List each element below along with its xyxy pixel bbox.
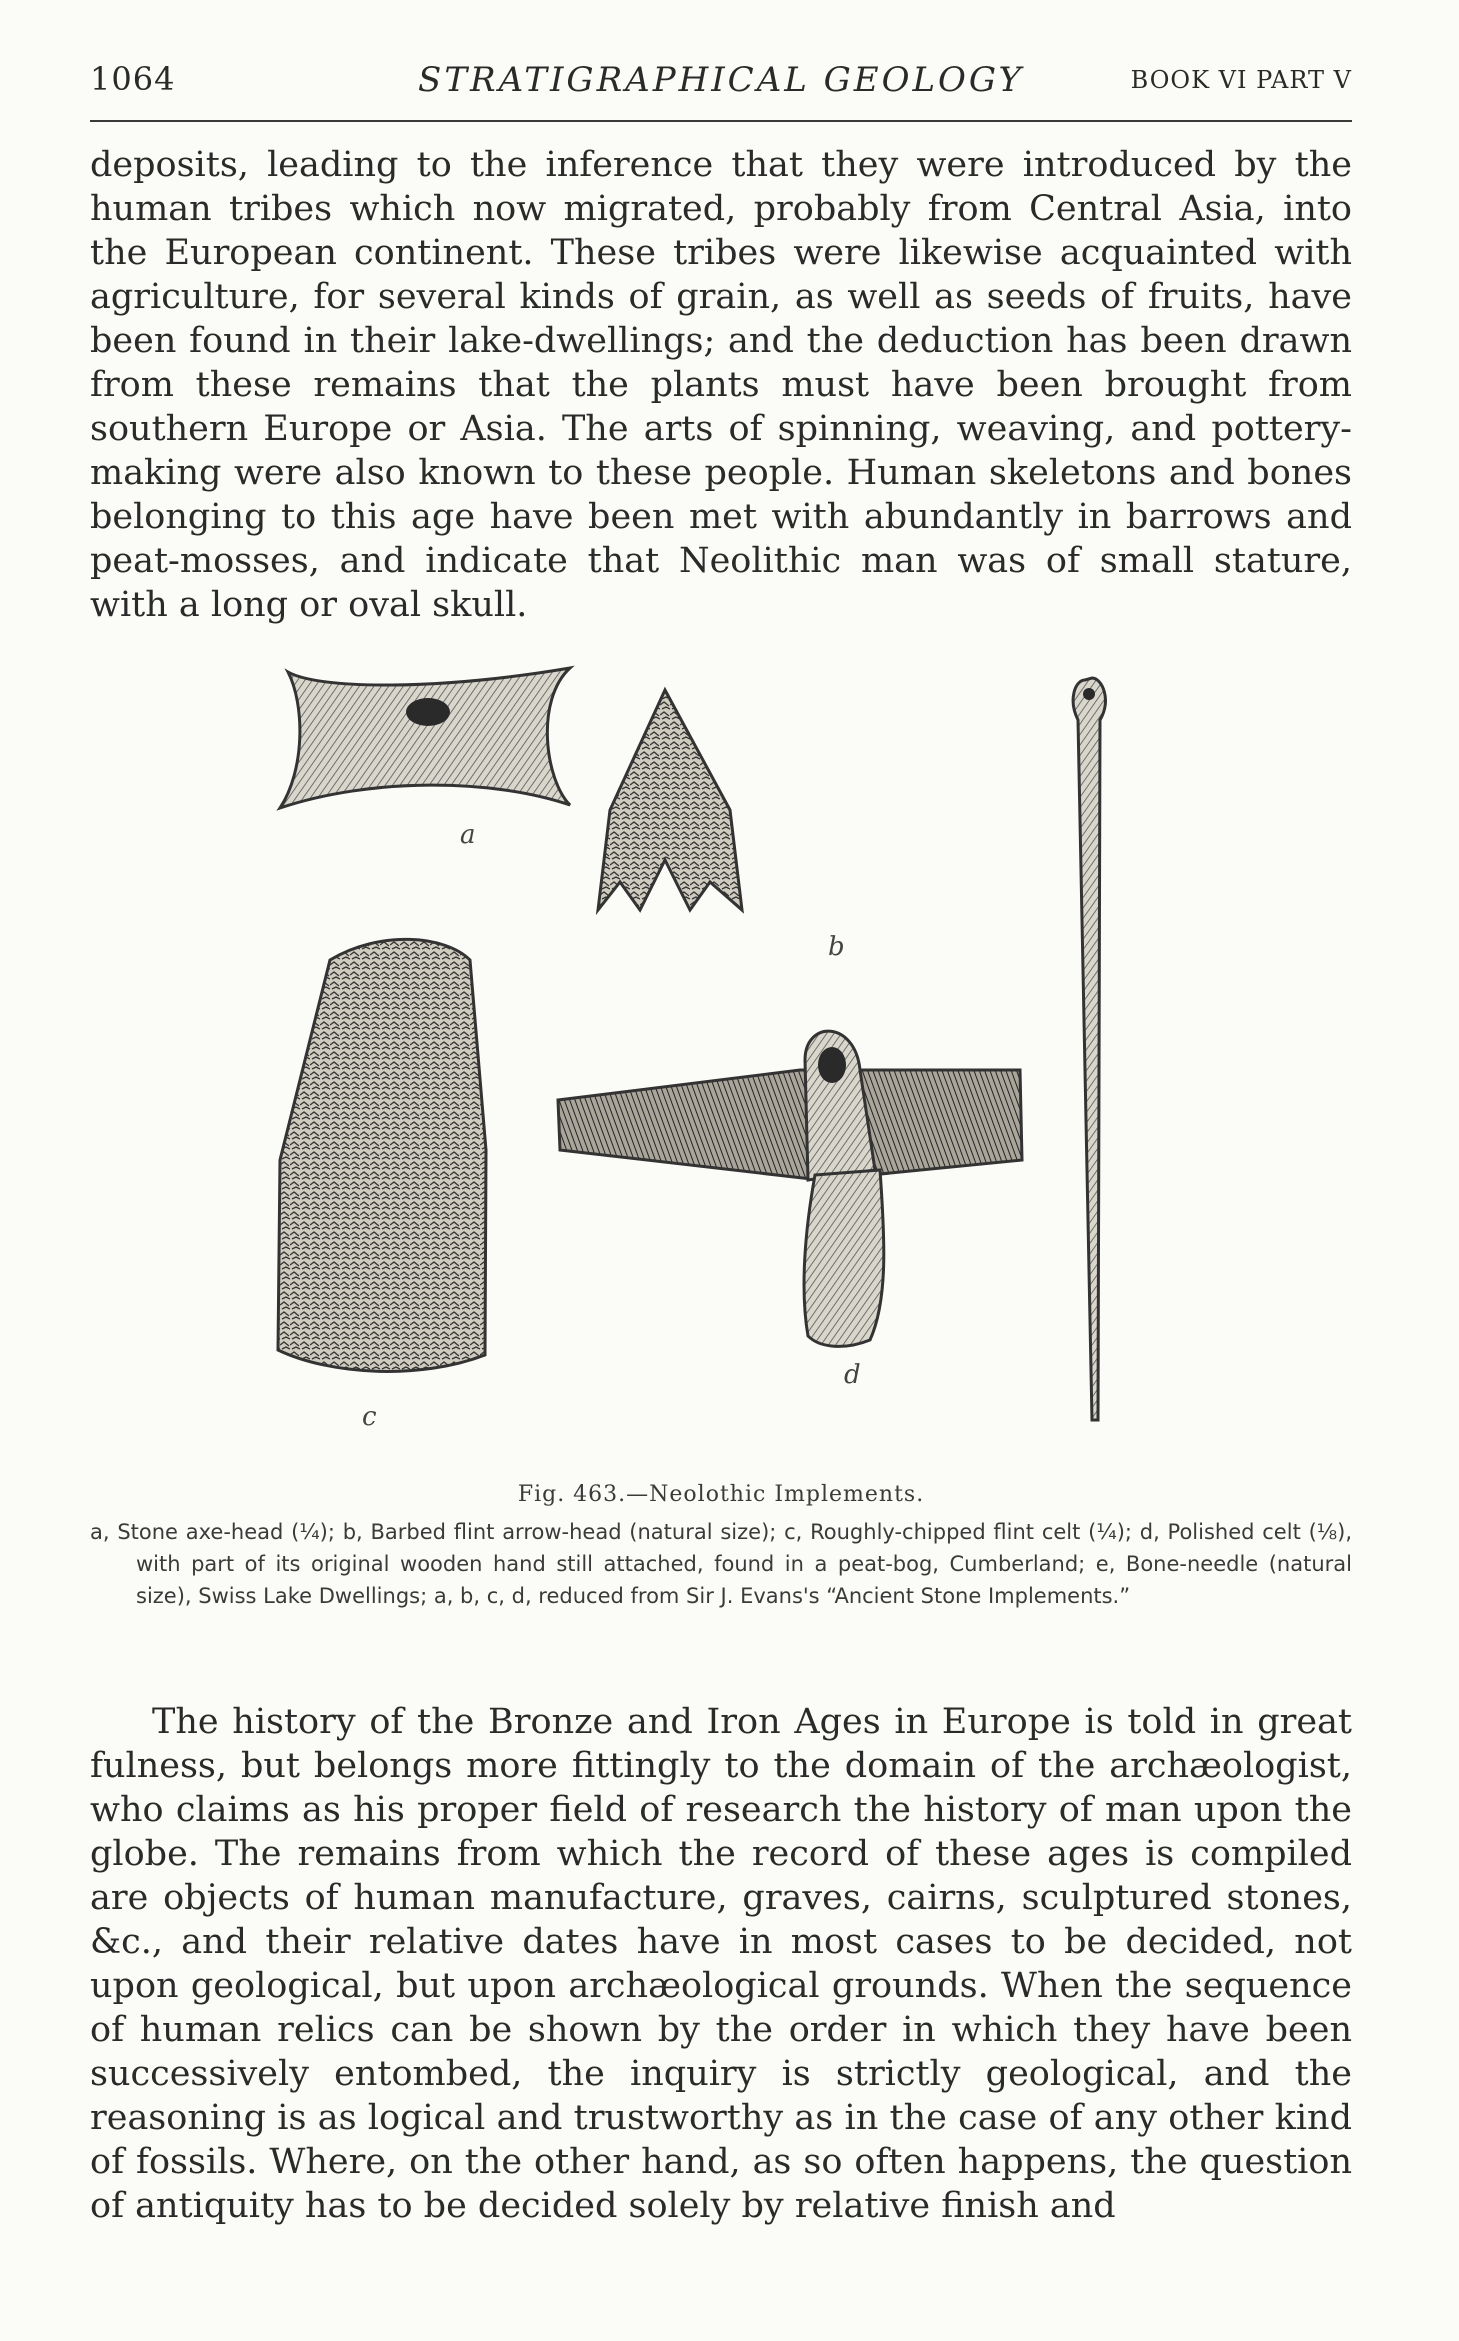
figure-neolithic-implements — [260, 660, 1200, 1460]
running-title: STRATIGRAPHICAL GEOLOGY — [418, 60, 1024, 100]
figure-caption-title: Fig. 463.—Neolothic Implements. — [517, 1482, 925, 1507]
bone-needle-illustration — [1073, 678, 1105, 1420]
header-rule — [90, 120, 1352, 122]
stone-axe-head-illustration — [280, 668, 570, 808]
paragraph-top: deposits, leading to the inference that they were introduced by the human tribes which now migrated, probably from Central Asia, into the European continent. These tribes were likewise acquainted with agriculture, for several kinds of grain, as well as seeds of fruits, have been found in their lake-dwellings; and the deduction has been drawn from these remains that the plants must have been brought from southern Europe or Asia. The arts of spinning, weaving, and pottery-making were also known to these people. Human skeletons and bones belonging to this age have been met with abundantly in barrows and peat-mosses, and indicate that Neolithic man was of small stature, with a long or oval skull. — [90, 145, 1352, 625]
page-number: 1064 — [90, 60, 176, 98]
paragraph-bottom: The history of the Bronze and Iron Ages in Europe is told in great fulness, but belongs more fittingly to the domain of the archæologist, who claims as his proper field of research the history of man upon the globe. The remains from which the record of these ages is compiled are objects of human manufacture, graves, cairns, sculptured stones, &c., and their relative dates have in most cases to be decided, not upon geological, but upon archæological grounds. When the sequence of human relics can be shown by the order in which they have been successively entombed, the inquiry is strictly geological, and the reasoning is as logical and trustworthy as in the case of any other kind of fossils. Where, on the other hand, as so often happens, the question of antiquity has to be decided solely by relative finish and — [90, 1702, 1352, 2226]
figure-caption-body: a, Stone axe-head (¼); b, Barbed flint arrow-head (natural size); c, Roughly-chipped flint celt (¼); d, Polished celt (⅛), with part of its original wooden hand still attached, found in a peat-bog, Cumberland; e, Bone-needle (natural size), Swiss Lake Dwellings; a, b, c, d, reduced from Sir J. Evans's “Ancient Stone Implements.” — [90, 1520, 1352, 1608]
arrow-head-illustration — [598, 690, 742, 910]
polished-celt-illustration — [558, 1031, 1022, 1346]
figure-letter-c: c — [362, 1402, 377, 1432]
figure-letter-a: a — [460, 820, 476, 850]
figure-illustration — [260, 660, 1200, 1460]
book-part-label: BOOK VI PART V — [1130, 66, 1352, 94]
figure-letter-d: d — [844, 1360, 861, 1390]
figure-letter-b: b — [828, 932, 845, 962]
flint-celt-illustration — [278, 939, 486, 1371]
running-head — [90, 60, 1352, 108]
